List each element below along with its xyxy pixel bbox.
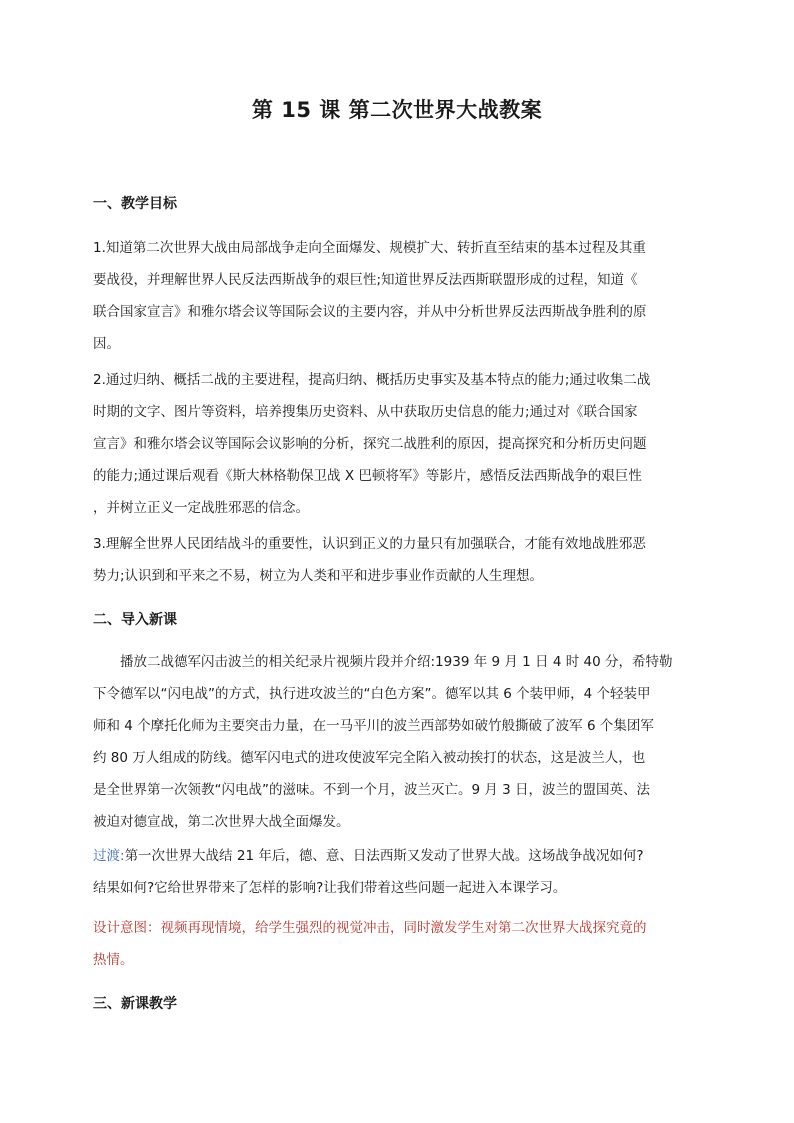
text-line: 设计意图：视频再现情境，给学生强烈的视觉冲击，同时激发学生对第二次世界大战探究竟的 (93, 920, 647, 936)
text-line: 3.理解全世界人民团结战斗的重要性，认识到正义的力量只有加强联合，才能有效地战胜邪恶 (93, 536, 646, 552)
objectives-paragraph-1 (93, 232, 705, 360)
text-line: 下令德军以“闪电战”的方式，执行进攻波兰的“白色方案”。德军以其 6 个装甲师，4 个轻装甲 (93, 686, 651, 702)
text-line: 是全世界第一次领教“闪电战”的滋味。不到一个月，波兰灭亡。9 月 3 日，波兰的盟国英、法 (93, 782, 651, 798)
intro-paragraph (93, 646, 705, 838)
objectives-paragraph-2 (93, 364, 705, 524)
text-line: 1.知道第二次世界大战由局部战争走向全面爆发、规模扩大、转折直至结束的基本过程及其重 (93, 240, 646, 256)
text-line: ，并树立正义一定战胜邪恶的信念。 (93, 500, 309, 516)
transition-paragraph (93, 840, 705, 904)
section-heading-intro: 二、导入新课 (93, 612, 177, 628)
text-line: 联合国家宣言》和雅尔塔会议等国际会议的主要内容，并从中分析世界反法西斯战争胜利的原 (93, 304, 647, 320)
design-intent-paragraph (93, 912, 705, 976)
document-title: 第 15 课 第二次世界大战教案 (251, 98, 543, 122)
text-line: 师和 4 个摩托化师为主要突击力量，在一马平川的波兰西部势如破竹般撕破了波军 6 个集团军 (93, 718, 654, 734)
text-line: 播放二战德军闪击波兰的相关纪录片视频片段并介绍:1939 年 9 月 1 日 4 时 40 分，希特勒 (120, 654, 673, 670)
text-line: 时期的文字、图片等资料，培养搜集历史资料、从中获取历史信息的能力;通过对《联合国家 (93, 404, 638, 420)
transition-text: 第一次世界大战结 21 年后，德、意、日法西斯又发动了世界大战。这场战争战况如何? (124, 848, 644, 864)
text-line: 热情。 (93, 952, 134, 968)
objectives-paragraph-3 (93, 528, 705, 592)
text-line (93, 840, 705, 872)
text-line: 的能力;通过课后观看《斯大林格勒保卫战 X 巴顿将军》等影片，感悟反法西斯战争的艰巨性 (93, 468, 642, 484)
text-line: 被迫对德宣战，第二次世界大战全面爆发。 (93, 814, 350, 830)
text-line: 2.通过归纳、概括二战的主要进程，提高归纳、概括历史事实及基本特点的能力;通过收集二战 (93, 372, 651, 388)
text-line: 要战役，并理解世界人民反法西斯战争的艰巨性;知道世界反法西斯联盟形成的过程，知道《 (93, 272, 638, 288)
text-line: 约 80 万人组成的防线。德军闪电式的进攻使波军完全陷入被动挨打的状态，这是波兰人，也 (93, 750, 646, 766)
text-line: 势力;认识到和平来之不易，树立为人类和平和进步事业作贡献的人生理想。 (93, 568, 544, 584)
transition-label: 过渡: (93, 848, 125, 864)
text-line: 宣言》和雅尔塔会议等国际会议影响的分析，探究二战胜利的原因，提高探究和分析历史问题 (93, 436, 647, 452)
section-heading-objectives: 一、教学目标 (93, 196, 177, 212)
text-line: 结果如何?它给世界带来了怎样的影响?让我们带着这些问题一起进入本课学习。 (93, 880, 567, 896)
text-line: 因。 (93, 336, 120, 352)
section-heading-teaching: 三、新课教学 (93, 996, 177, 1012)
